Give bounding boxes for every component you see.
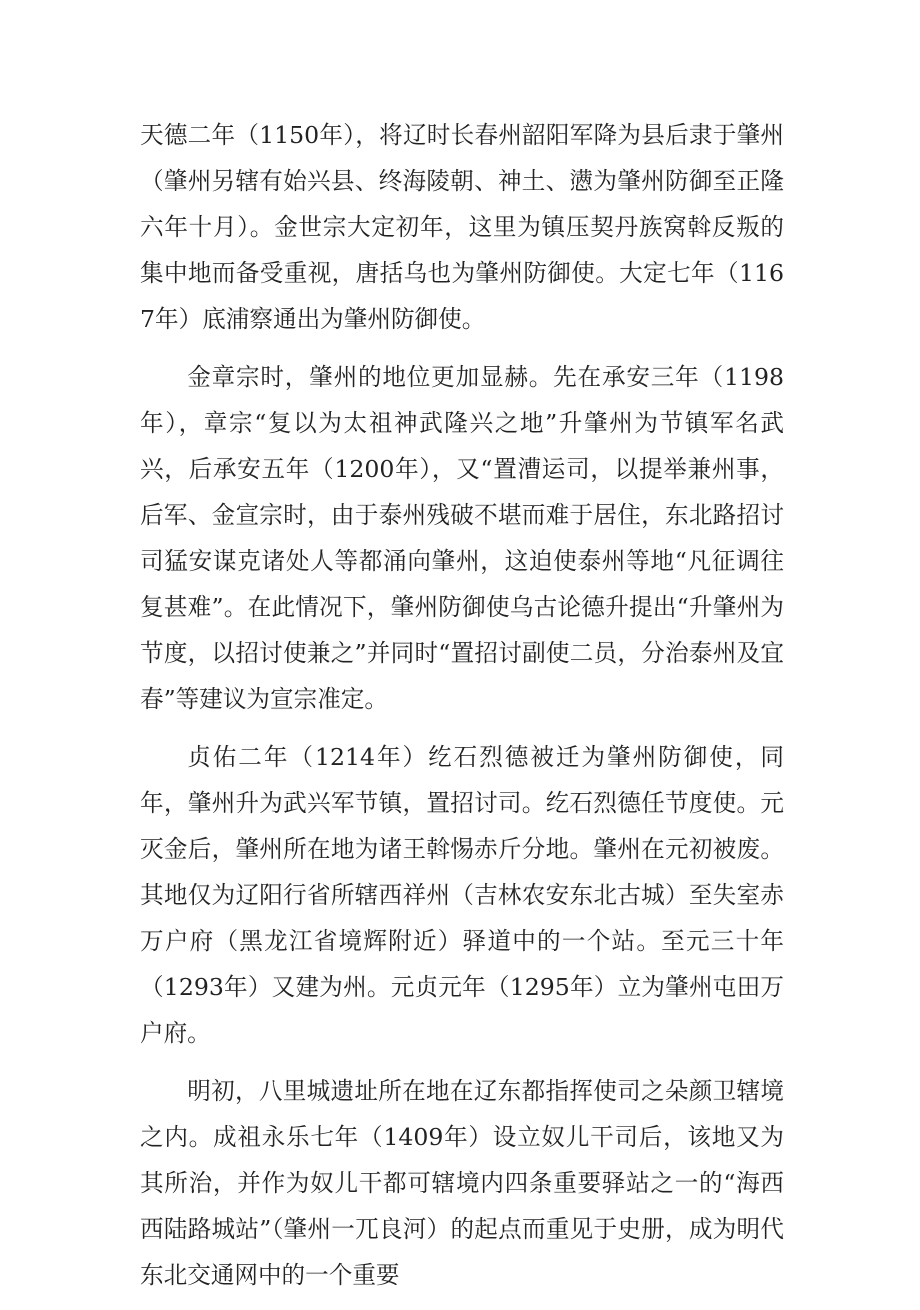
paragraph-3: 贞佑二年（1214年）纥石烈德被迁为肇州防御使，同年，肇州升为武兴军节镇，置招讨司。纥石烈德任节度使。元灭金后，肇州所在地为诸王斡惕赤斤分地。肇州在元初被废。其地仅为辽阳行省所辖西祥州（吉林农安东北古城）至失室赤万户府（黑龙江省境辉附近）驿道中的一个站。至元三十年（1293年）又建为州。元贞元年（1295年）立为肇州屯田万户府。 — [140, 743, 784, 1047]
paragraph-2: 金章宗时，肇州的地位更加显赫。先在承安三年（1198年），章宗“复以为太祖神武隆兴之地”升肇州为节镇军名武兴，后承安五年（1200年），又“置漕运司，以提举兼州事，后军、金宣宗时，由于泰州残破不堪而难于居住，东北路招讨司猛安谋克诸处人等都涌向肇州，这迫使泰州等地“凡征调往复甚难”。在此情况下，肇州防御使乌古论德升提出“升肇州为节度，以招讨使兼之”并同时“置招讨副使二员，分治泰州及宜春”等建议为宣宗准定。 — [140, 363, 784, 713]
body-text — [140, 112, 784, 1310]
paragraph-4: 明初，八里城遗址所在地在辽东都指挥使司之朵颜卫辖境之内。成祖永乐七年（1409年）设立奴儿干司后，该地又为其所治，并作为奴儿干都可辖境内四条重要驿站之一的“海西西陆路城站”（肇州一兀良河）的起点而重见于史册，成为明代东北交通网中的一个重要 — [140, 1077, 784, 1289]
paragraph-1: 天德二年（1150年），将辽时长春州韶阳军降为县后隶于肇州（肇州另辖有始兴县、终海陵朝、神土、懑为肇州防御至正隆六年十月）。金世宗大定初年，这里为镇压契丹族窝斡反叛的集中地而备受重视，唐括乌也为肇州防御使。大定七年（1167年）底浦察通出为肇州防御使。 — [140, 121, 784, 333]
